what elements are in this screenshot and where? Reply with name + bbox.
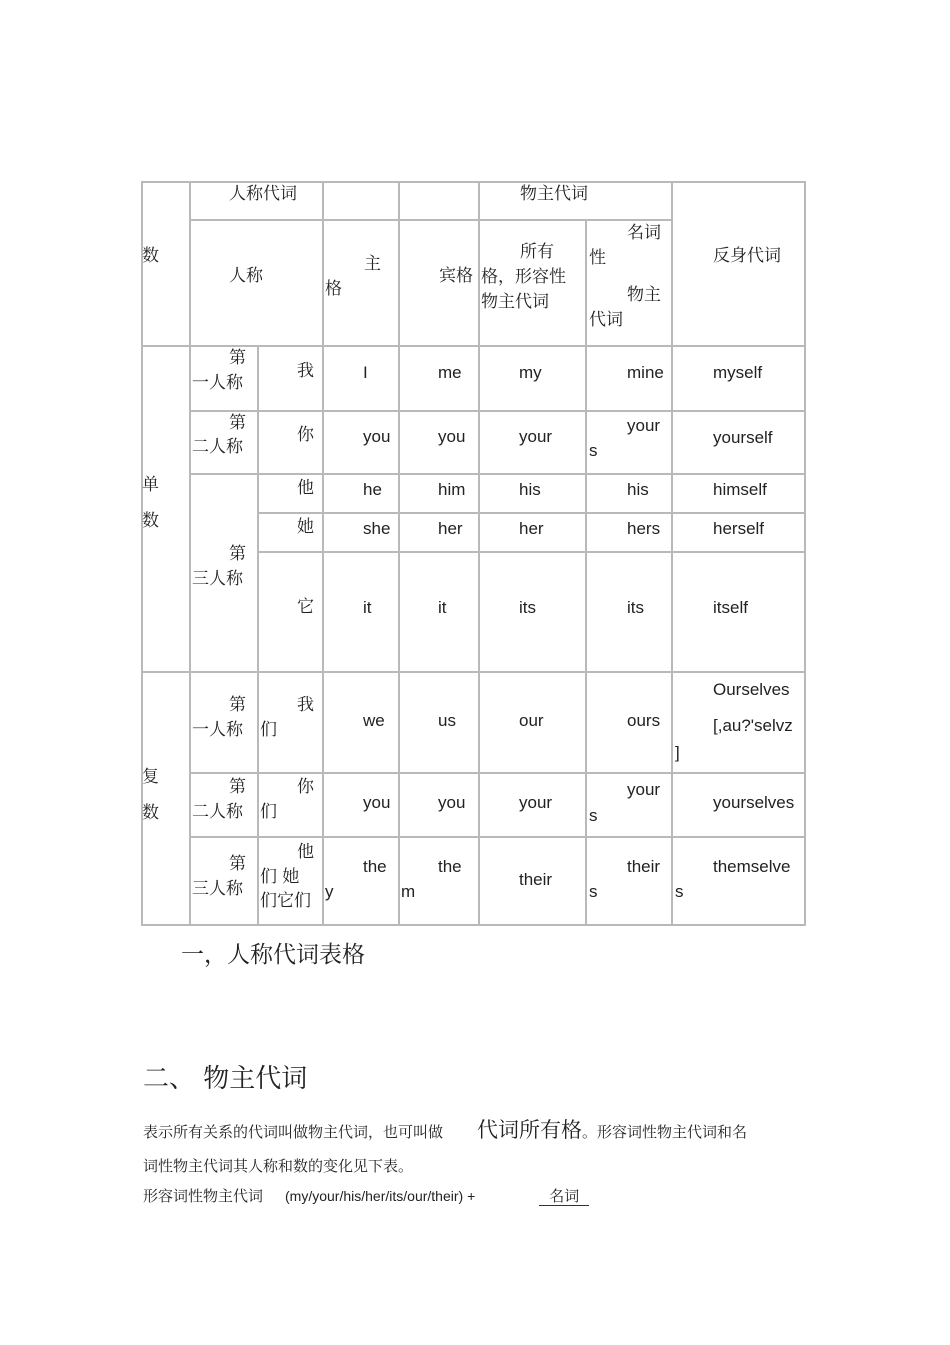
cell-object: you bbox=[438, 427, 466, 446]
cell-chinese: 我 bbox=[297, 361, 314, 381]
cell-reflexive: myself bbox=[713, 363, 763, 382]
header-number: 数 bbox=[142, 246, 159, 266]
paragraph-line-3 bbox=[143, 1183, 589, 1209]
cell-subject: the bbox=[363, 857, 387, 876]
underlined-noun: 名词 bbox=[539, 1187, 589, 1206]
cell-reflexive: yourself bbox=[713, 428, 773, 447]
cell-reflexive: itself bbox=[713, 598, 748, 617]
paragraph-text: 形容词性物主代词 bbox=[143, 1187, 264, 1205]
cell-noun-possessive: s bbox=[589, 441, 598, 460]
cell-subject: you bbox=[363, 427, 391, 446]
cell-reflexive: Ourselves bbox=[713, 680, 790, 699]
cell-object: us bbox=[438, 711, 456, 730]
cell-chinese: 她 bbox=[297, 517, 314, 537]
paragraph-emphasis: 代词所有格 bbox=[477, 1118, 583, 1142]
cell-reflexive: s bbox=[675, 882, 684, 901]
header-possessive-pronoun: 物主代词 bbox=[520, 184, 588, 204]
cell-subject: it bbox=[363, 598, 372, 617]
section-title-2: 二、 物主代词 bbox=[143, 1064, 308, 1094]
cell-chinese: 们它们 bbox=[260, 891, 311, 911]
cell-adj-possessive: their bbox=[519, 870, 553, 889]
cell-chinese: 们 bbox=[260, 802, 277, 822]
person-label: 一人称 bbox=[192, 373, 243, 393]
cell-reflexive: yourselves bbox=[713, 793, 795, 812]
cell-adj-possessive: her bbox=[519, 519, 544, 538]
grid-line bbox=[257, 551, 806, 553]
table-border-right bbox=[804, 181, 806, 926]
cell-chinese: 他 bbox=[297, 842, 314, 862]
header-subject: 主 bbox=[364, 254, 381, 274]
grid-line bbox=[141, 671, 806, 673]
cell-noun-possessive: his bbox=[627, 480, 649, 499]
header-noun-possessive: 物主 bbox=[627, 285, 661, 305]
paragraph-line-1 bbox=[143, 1116, 747, 1146]
cell-object: you bbox=[438, 793, 466, 812]
cell-object: it bbox=[438, 598, 447, 617]
cell-adj-possessive: your bbox=[519, 427, 553, 446]
cell-chinese: 你 bbox=[297, 425, 314, 445]
header-object: 宾格 bbox=[439, 266, 473, 286]
grid-line bbox=[322, 181, 324, 926]
cell-reflexive: herself bbox=[713, 519, 765, 538]
cell-adj-possessive: my bbox=[519, 363, 542, 382]
cell-noun-possessive: your bbox=[627, 780, 661, 799]
cell-adj-possessive: his bbox=[519, 480, 541, 499]
cell-object: him bbox=[438, 480, 466, 499]
header-noun-possessive: 性 bbox=[589, 248, 606, 268]
group-plural: 复 bbox=[142, 767, 159, 787]
group-plural: 数 bbox=[142, 803, 159, 823]
section-title-1: 一，人称代词表格 bbox=[181, 942, 365, 968]
group-singular: 单 bbox=[142, 475, 159, 495]
cell-reflexive: themselve bbox=[713, 857, 791, 876]
person-label: 二人称 bbox=[192, 437, 243, 457]
header-noun-possessive: 名词 bbox=[627, 223, 661, 243]
person-label: 第 bbox=[229, 544, 246, 564]
cell-noun-possessive: its bbox=[627, 598, 644, 617]
header-personal-pronoun: 人称代词 bbox=[229, 184, 297, 204]
paragraph-text: 。形容词性物主代词和名 bbox=[582, 1123, 748, 1141]
header-adj-possessive: 所有 bbox=[520, 242, 554, 262]
cell-subject: y bbox=[325, 882, 334, 901]
table-border-bottom bbox=[141, 924, 806, 926]
paragraph-text: (my/your/his/her/its/our/their) + bbox=[285, 1188, 476, 1204]
grid-line bbox=[190, 772, 806, 774]
cell-chinese: 们 她 bbox=[260, 867, 300, 887]
header-noun-possessive: 代词 bbox=[589, 310, 623, 330]
cell-object: me bbox=[438, 363, 462, 382]
person-label: 第 bbox=[229, 413, 246, 433]
grid-line bbox=[398, 181, 400, 926]
cell-subject: he bbox=[363, 480, 382, 499]
grid-line bbox=[671, 181, 673, 926]
grid-line bbox=[585, 219, 587, 926]
cell-reflexive: [,au?'selvz bbox=[713, 716, 793, 735]
person-label: 第 bbox=[229, 777, 246, 797]
cell-noun-possessive: ours bbox=[627, 711, 661, 730]
person-label: 三人称 bbox=[192, 569, 243, 589]
person-label: 三人称 bbox=[192, 879, 243, 899]
paragraph-line-2: 词性物主代词其人称和数的变化见下表。 bbox=[143, 1157, 414, 1175]
cell-reflexive: himself bbox=[713, 480, 767, 499]
header-adj-possessive: 格，形容性 bbox=[481, 267, 566, 287]
grid-line bbox=[257, 512, 806, 514]
cell-chinese: 它 bbox=[297, 597, 314, 617]
cell-adj-possessive: its bbox=[519, 598, 536, 617]
cell-noun-possessive: mine bbox=[627, 363, 664, 382]
cell-object: her bbox=[438, 519, 463, 538]
cell-chinese: 你 bbox=[297, 777, 314, 797]
grid-line bbox=[478, 181, 480, 926]
cell-chinese: 我 bbox=[297, 695, 314, 715]
person-label: 第 bbox=[229, 854, 246, 874]
cell-object: the bbox=[438, 857, 462, 876]
cell-reflexive: ] bbox=[675, 743, 680, 762]
person-label: 一人称 bbox=[192, 720, 243, 740]
person-label: 第 bbox=[229, 695, 246, 715]
cell-adj-possessive: our bbox=[519, 711, 544, 730]
cell-chinese: 们 bbox=[260, 720, 277, 740]
cell-noun-possessive: their bbox=[627, 857, 661, 876]
cell-subject: we bbox=[363, 711, 385, 730]
cell-subject: you bbox=[363, 793, 391, 812]
cell-subject: I bbox=[363, 363, 368, 382]
grid-line bbox=[190, 473, 806, 475]
person-label: 二人称 bbox=[192, 802, 243, 822]
header-adj-possessive: 物主代词 bbox=[481, 292, 549, 312]
grid-line bbox=[190, 836, 806, 838]
paragraph-text: 表示所有关系的代词叫做物主代词，也可叫做 bbox=[143, 1123, 444, 1141]
cell-subject: she bbox=[363, 519, 391, 538]
person-label: 第 bbox=[229, 348, 246, 368]
header-person: 人称 bbox=[229, 266, 263, 286]
group-singular: 数 bbox=[142, 511, 159, 531]
cell-noun-possessive: s bbox=[589, 882, 598, 901]
grid-line bbox=[257, 345, 259, 926]
grid-line bbox=[190, 410, 806, 412]
grid-line bbox=[189, 181, 191, 926]
cell-noun-possessive: your bbox=[627, 416, 661, 435]
header-reflexive: 反身代词 bbox=[713, 246, 781, 266]
cell-adj-possessive: your bbox=[519, 793, 553, 812]
header-subject: 格 bbox=[325, 279, 342, 299]
grid-line bbox=[190, 219, 672, 221]
cell-chinese: 他 bbox=[297, 478, 314, 498]
cell-noun-possessive: s bbox=[589, 806, 598, 825]
cell-object: m bbox=[401, 882, 416, 901]
cell-noun-possessive: hers bbox=[627, 519, 661, 538]
